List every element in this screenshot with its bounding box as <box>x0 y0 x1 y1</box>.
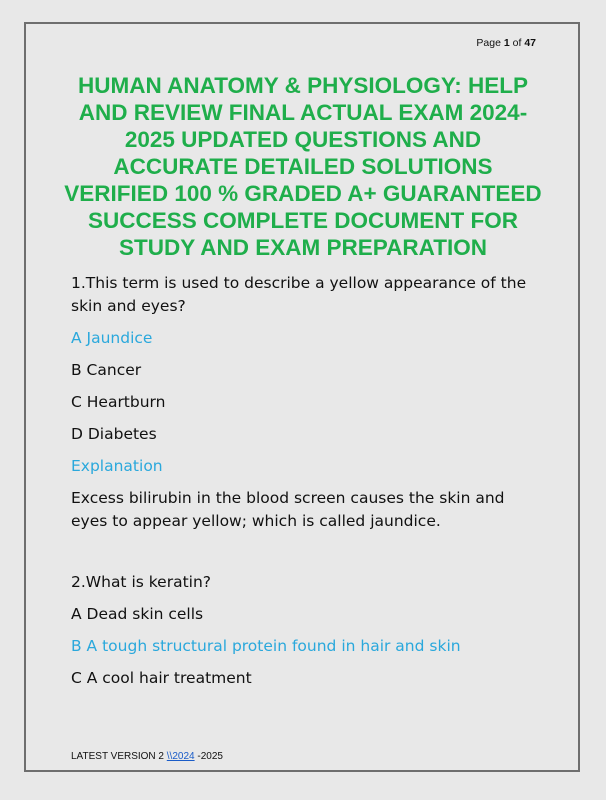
question-text: 1.This term is used to describe a yellow appearance of the skin and eyes? <box>71 274 527 315</box>
document-title: HUMAN ANATOMY & PHYSIOLOGY: HELP AND REVIEW FINAL ACTUAL EXAM 2024-2025 UPDATED QUESTIONS AND ACCURATE DETAILED SOLUTIONS VERIFIED 100 % GRADED A+ GUARANTEED SUCCESS COMPLETE DOCUMENT FOR STUDY AND EXAM PREPARATION <box>64 73 542 260</box>
current-page: 1 <box>503 37 510 49</box>
option-a-correct: A Jaundice <box>71 329 153 347</box>
footer-link[interactable]: \\2024 <box>166 751 195 762</box>
total-pages: 47 <box>524 37 536 49</box>
explanation-label: Explanation <box>71 457 163 475</box>
option-a: A Dead skin cells <box>71 605 204 623</box>
question-text: 2.What is keratin? <box>71 573 212 591</box>
option-c: C A cool hair treatment <box>71 669 252 687</box>
option-c: C Heartburn <box>71 393 166 411</box>
option-b: B Cancer <box>71 361 142 379</box>
footer: LATEST VERSION 2 \\2024 -2025 <box>71 751 223 762</box>
question-1 <box>71 272 541 533</box>
page-number: Page 1 of 47 <box>476 37 536 49</box>
questions-content <box>71 272 541 699</box>
option-d: D Diabetes <box>71 425 157 443</box>
explanation-text: Excess bilirubin in the blood screen causes the skin and eyes to appear yellow; which is called jaundice. <box>71 489 505 530</box>
question-2 <box>71 571 541 699</box>
spacer <box>71 533 541 571</box>
option-b-correct: B A tough structural protein found in hair and skin <box>71 637 461 655</box>
